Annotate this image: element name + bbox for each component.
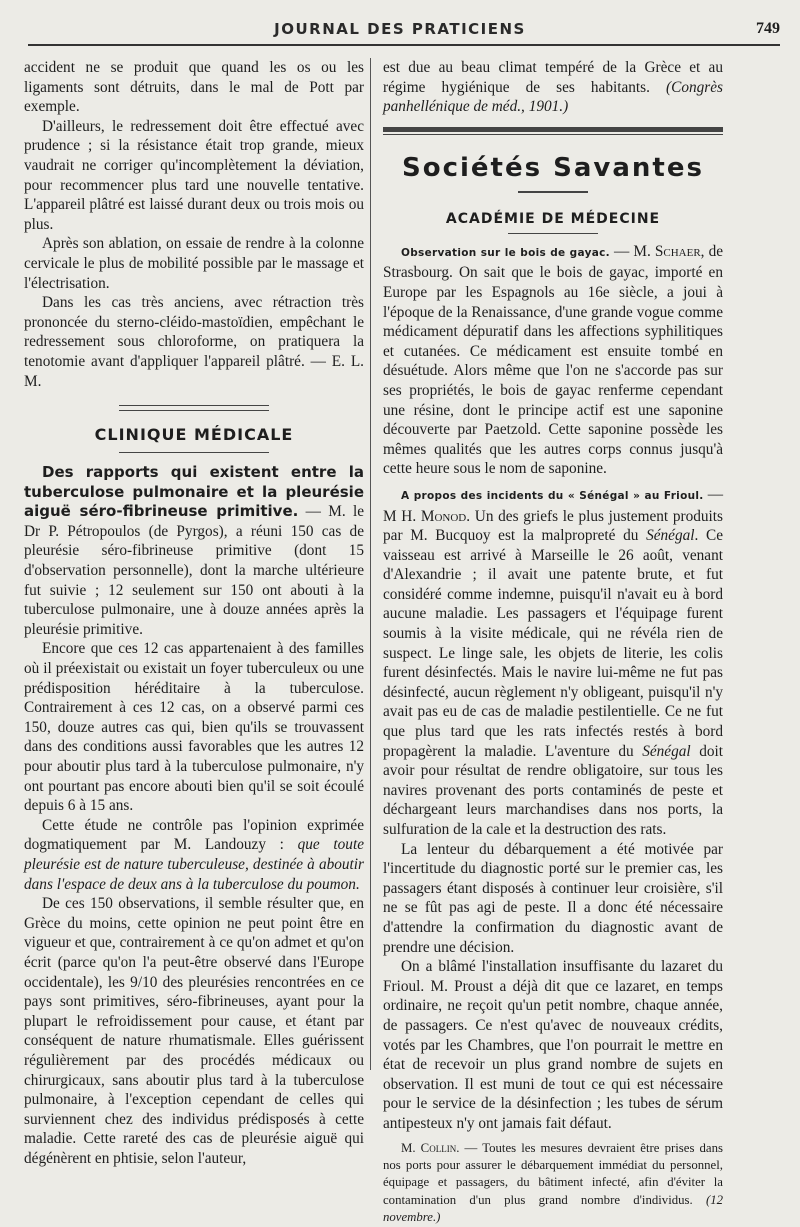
article-byline: — M. le Dr P. Pétropoulos (de Pyrgos), a réuni 150 cas de pleurésie séro-fibrineuse primitive (dont 15 d'observation personnelle), dont la marche ultérieure fut suivie ; 12 seulement sur 150 ont abouti à la tuberculose pulmonaire, une à douze années après la pleurésie primitive.	[24, 503, 364, 638]
paragraph: On a blâmé l'installation insuffisante du lazaret du Frioul. M. Proust a déjà dit que ce lazaret, en temps ordinaire, ne reçoit qu'un petit nombre, chaque année, de passagers. Ce n'est qu'avec de nouveaux crédits, votés par les Chambres, que l'on pourrait le mettre en état de recevoir un plus grand nombre de sujets en observation. Il est muni de tout ce qui est nécessaire pour le service de la désinfection ; les tubes de sérum antipesteux n'y ont jamais fait défaut.	[383, 958, 723, 1132]
communication-text: . Ce vaisseau est arrivé à Marseille le 26 août, venant d'Alexandrie ; il avait une patente brute, et fut considéré comme indemne, puisqu'il n'avait eu à bord aucune maladie. Les passagers et l'équipage furent soumis à la visite médicale, qui ne révéla rien de suspect. Le linge sale, les objets de literie, les colis furent désinfectés. Mais le navire lui-même ne fut pas désinfecté, aucun règlement n'y obligeant, puisqu'il n'y avait pas eu de cas de maladie pestilentielle. Ce ne fut que plus tard que les rats infectés restés à bord propagèrent la maladie. L'aventure du	[383, 527, 723, 760]
communication-title: Observation sur le bois de gayac.	[401, 246, 610, 259]
left-column	[24, 58, 364, 1168]
author-name: M. Collin	[401, 1140, 457, 1155]
article-title: Des rapports qui existent entre la tuberculose pulmonaire et la pleurésie aiguë séro-fibrineuse primitive.	[24, 463, 364, 521]
ship-name: Sénégal	[642, 742, 691, 760]
communication-text: , de Strasbourg. On sait que le bois de gayac, importé en Europe par les Espagnols au 16e siècle, a joui à l'époque de la Renaissance, d'une grande vogue comme médicament dépuratif dans les affections syphilitiques et cutanées. Ce médicament est ensuite tombé en désuétude. Alors même que l'on ne s'accorde pas sur ses propriétés, le bois de gayac renferme cependant une résine, dont le principe actif est une saponine découverte par Paetzold. Cette saponine possède les mêmes qualités que les autres corps connus jusqu'à cette heure sous le nom de saponine.	[383, 242, 724, 478]
communication	[383, 1140, 723, 1227]
subsection-title: ACADÉMIE DE MÉDECINE	[445, 210, 661, 227]
paragraph-text: Cette étude ne contrôle pas l'opinion exprimée dogmatiquement par M. Landouzy :	[24, 816, 364, 854]
thick-rule	[383, 127, 723, 132]
paragraph: Après son ablation, on essaie de rendre à la colonne cervicale le plus de mobilité possible par le massage et l'électrisation.	[24, 235, 364, 292]
header-rule	[28, 44, 780, 46]
ship-name: Sénégal	[646, 527, 695, 545]
section-title: CLINIQUE MÉDICALE	[94, 425, 294, 445]
communication-text: . Un des griefs le plus justement produits par M. Bucquoy est la malpropreté du	[383, 507, 723, 545]
paragraph: Dans les cas très anciens, avec rétraction très prononcée du sterno-cléido-mastoïdien, empêchant le redressement sous chloroforme, on pratiquera la tenotomie avant d'appliquer l'appareil plâtré. — E. L. M.	[24, 294, 364, 390]
right-column	[383, 58, 723, 1227]
column-divider	[370, 58, 371, 1070]
paragraph: accident ne se produit que quand les os ou les ligaments sont détruits, dans le mal de Pott par exemple.	[24, 59, 364, 116]
session-date: (12 novembre.)	[383, 1192, 723, 1225]
section-separator	[119, 405, 269, 411]
author-name: Schaer	[654, 242, 701, 260]
paragraph	[383, 58, 723, 117]
page-number: 749	[756, 20, 780, 37]
section-title-rule	[518, 191, 588, 193]
paragraph: Encore que ces 12 cas appartenaient à des familles où il préexistait ou existait un foyer tuberculeux ou une prédisposition héréditaire à la tuberculose. Contrairement à ces 12 cas, on a observé parmi ces 150, douze autres cas qui, bien qu'ils se trouvassent dans des conditions aussi favorables que les autres 12 pour aboutir plus tard à la tuberculose pulmonaire, n'y ont pourtant pas encore abouti bien qu'il se soit écoulé depuis 6 à 15 ans.	[24, 640, 364, 815]
quotation: que toute pleurésie est de nature tuberculeuse, destinée à aboutir dans l'espace de deux ans à la tuberculose du poumon.	[24, 836, 364, 893]
journal-title: JOURNAL DES PRATICIENS	[274, 20, 526, 38]
communication-text: doit avoir pour résultat de rendre obligatoire, sur tous les navires provenant des ports contaminés de peste et déchargeant leurs marchandises dans nos ports, la sulfuration de la cale et la destruction des rats.	[383, 742, 723, 838]
paragraph-text: est due au beau climat tempéré de la Grèce et au régime hygiénique de ses habitants.	[383, 59, 723, 96]
subsection-rule	[508, 233, 598, 234]
communication	[383, 485, 723, 840]
paragraph: D'ailleurs, le redressement doit être effectué avec prudence ; si la résistance était trop grande, mieux vaudrait ne corriger qu'incomplètement la déviation, pour recommencer plus tard une nouvelle tentative. L'appareil plâtré est laissé durant deux ou trois mois ou plus.	[24, 117, 364, 233]
communication-text: . — Toutes les mesures devraient être prises dans nos ports pour assurer le débarquement immédiat du personnel, équipage et passagers, du bâtiment infecté, afin d'éviter la contamination d'un plus grand nombre d'individus.	[383, 1140, 723, 1207]
dash: — M.	[609, 242, 655, 260]
section-title-rule	[119, 452, 269, 453]
article-paragraph	[24, 463, 364, 639]
source-reference: (Congrès panhellénique de méd., 1901.)	[383, 78, 723, 116]
author-name: Monod	[420, 507, 467, 525]
dash: — M H.	[383, 485, 723, 525]
communication-title: A propos des incidents du « Sénégal » au Frioul.	[401, 489, 704, 502]
paragraph: La lenteur du débarquement a été motivée par l'incertitude du diagnostic porté sur le premier cas, les passagers étant disposés à continuer leur croisière, s'il ne se fût pas agi de peste. Il a donc été nécessaire d'attendre la confirmation du diagnostic avant de prendre une décision.	[383, 840, 723, 956]
communication	[383, 242, 723, 479]
paragraph: De ces 150 observations, il semble résulter que, en Grèce du moins, cette opinion ne peut point être en vigueur et que, contrairement à ce qu'on admet et qu'on écrit (parce qu'on l'a peut-être observé dans l'Europe occidentale), les 9/10 des pleurésies rencontrées en ce pays sont primitives, séro-fibrineuses, ayant pour la plupart le refroidissement pour cause, et étant par conséquent de nature rhumatismale. Elles guérissent régulièrement par des procédés médicaux ou chirurgicaux, sans aboutir plus tard à la tuberculose pulmonaire, à l'exception cependant de celles qui surviennent chez des individus prédisposés à cette maladie. Cette rareté des cas de pleurésie aiguë qui dégénèrent en phtisie, selon l'auteur,	[24, 895, 364, 1167]
running-head	[0, 18, 800, 42]
thin-rule	[383, 134, 723, 135]
section-title: Sociétés Savantes	[402, 152, 704, 183]
paragraph	[24, 816, 364, 894]
